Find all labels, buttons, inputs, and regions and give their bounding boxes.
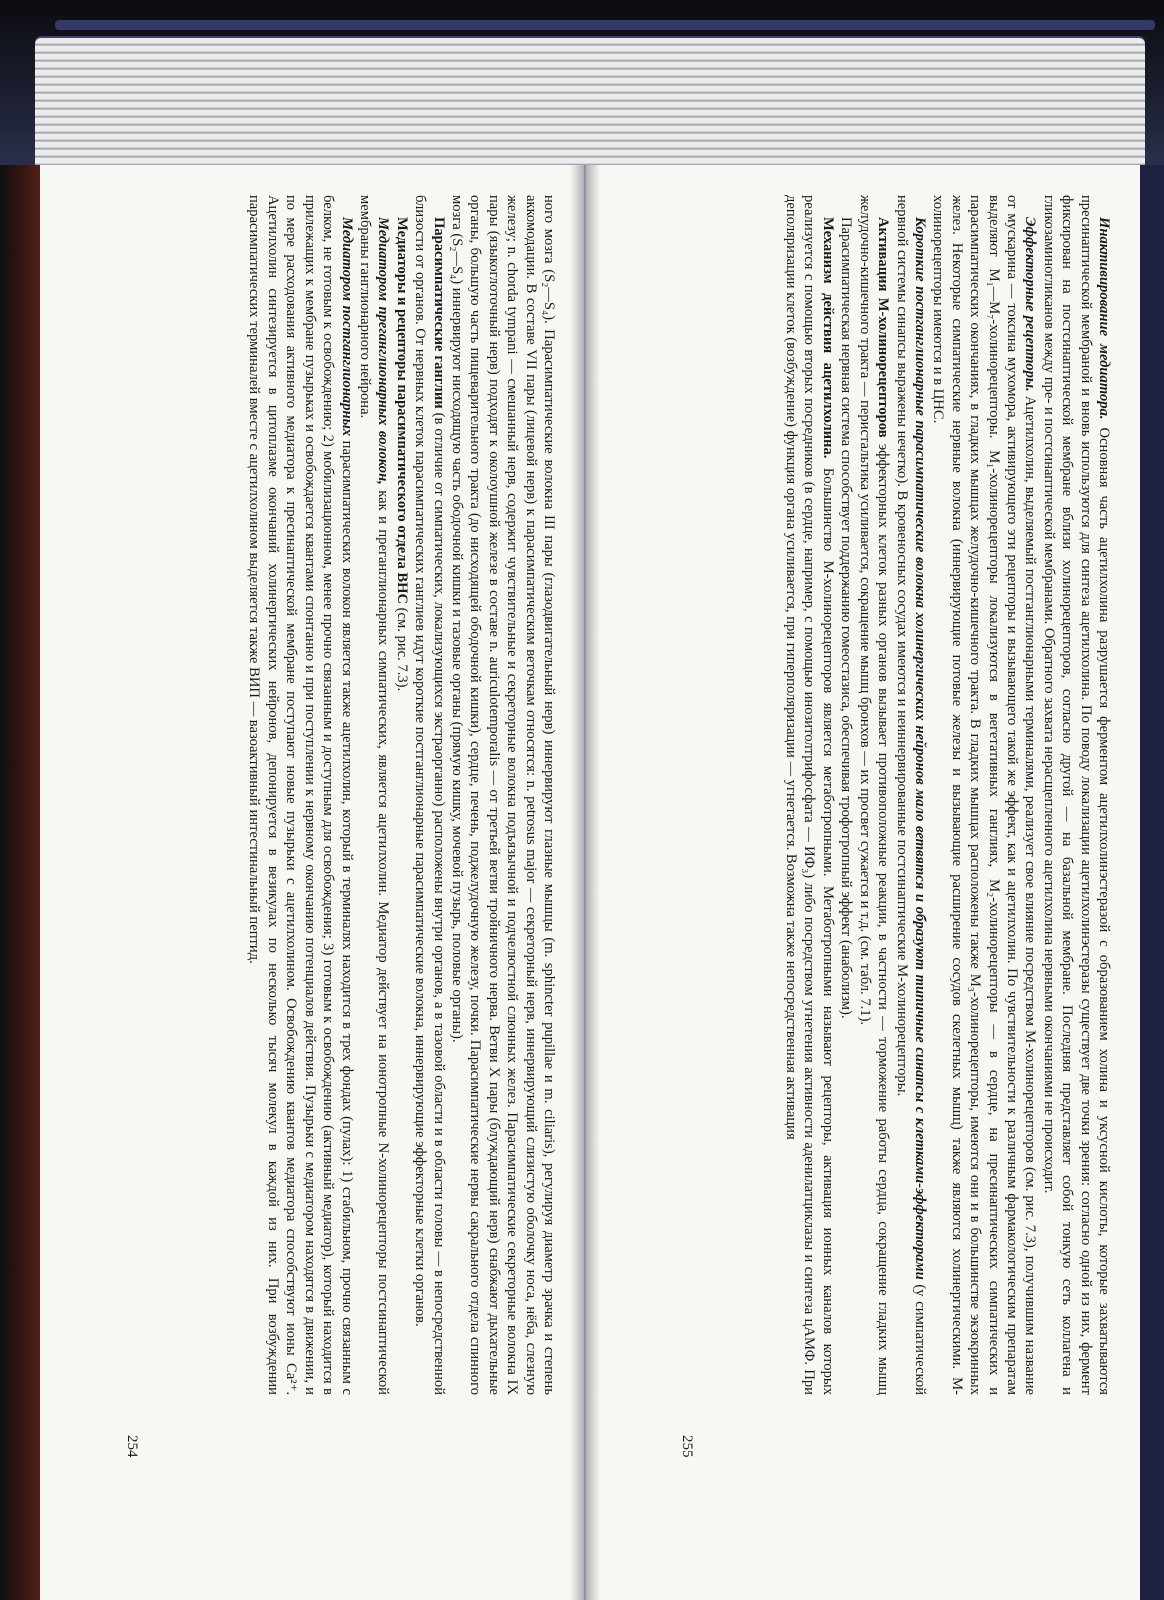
paragraph	[929, 195, 1039, 1395]
paragraph	[782, 195, 837, 1395]
paragraph-text: (у симпатической нервной системы синапсы выражены нечетко). В кровеносных сосудах имеются и неиннервированные постсинаптические M-холинорецепторы.	[893, 195, 928, 1395]
right-page-text-frame	[643, 195, 1113, 1570]
paragraph-text: (в отличие от симпатических, локализующихся экстраорганно) расположены внутри органов, а в тазовой области и в области головы — в непосредственной близости от органов. От нервных клеток парасимпатических ганглиев идут короткие постганглионарные парасимпатические волокна, иннервирующие эффекторные клетки органов.	[412, 195, 447, 1395]
paragraph	[855, 195, 892, 1395]
paragraph	[411, 195, 448, 1395]
paragraph-lead: Механизм действия ацетилхолина.	[819, 217, 836, 459]
paragraph	[448, 195, 558, 1395]
left-page	[40, 165, 585, 1600]
right-page	[585, 165, 1140, 1600]
book-spine	[0, 165, 40, 1600]
left-page-text-frame	[88, 195, 558, 1570]
page-number: 255	[679, 1435, 695, 1458]
paragraph	[245, 195, 355, 1395]
paragraph-text: (см. рис. 7.3).	[393, 604, 410, 692]
paragraph-text: как и преганглионарных симпатических, является ацетилхолин. Медиатор действует на ионотропные N-холинорецепторы постсинаптической мембраны ганглионарного нейрона.	[356, 195, 392, 1395]
paragraph-lead: Активация M-холинорецепторов	[875, 217, 892, 438]
book-cover-right	[1140, 165, 1164, 1600]
paragraph-lead: Короткие постганглионарные парасимпатические волокна холинергических нейронов мало ветвятся и образуют типичные синапсы с клетками-эффекторами	[911, 217, 928, 1280]
paragraph	[1039, 195, 1113, 1395]
book-cover-edge	[55, 20, 1155, 30]
paragraph-text: Парасимпатическая нервная система способствует поддержанию гомеостазиса, обеспечивая трофотропный эффект (анаболизм).	[838, 217, 855, 1019]
page-number: 254	[124, 1435, 140, 1458]
paragraph	[356, 195, 393, 1395]
paragraph-lead: Медиатором преганглионарных волокон,	[375, 217, 392, 485]
page-edges	[35, 38, 1145, 173]
paragraph-lead: Медиаторы и рецепторы парасимпатического отдела ВНС	[393, 217, 410, 605]
paragraph-text: эффекторных клеток разных органов вызывает противоположные реакции, в частности — торможение работы сердца, сокращение гладких мышц желудочно-кишечного тракта — перистальтика усиливается, сокращение мышц бронхов — их просвет сужается и т.д. (см. табл. 7.1).	[856, 195, 892, 1395]
paragraph-lead: Эффекторные рецепторы.	[1022, 217, 1039, 392]
paragraph-lead: Медиатором постганглионарных	[338, 217, 355, 437]
paragraph-text: парасимпатических волокон является также ацетилхолин, который в терминалях находится в трех фондах (пулах): 1) стабильном, прочно связанным с белком, не готовым к освобождению; 2) мобилизационном, менее прочно связанным и доступным для освобождения; 3) готовым к освобождению (активный медиатор), который находится в прилежащих к мембране пузырьках и освобождается квантами спонтанно и при поступлении к нервному окончанию потенциалов действия. Пузырьки с медиатором находятся в движении, и по мере расходования активного медиатора к пресинаптической мембране поступают новые пузырьки с ацетилхолином. Освобождению квантов медиатора способствуют ионы Ca²⁺. Ацетилхолин синтезируется в цитоплазме окончаний холинергических нейронов, депонируется в везикулах по несколько тысяч молекул в каждой из них. При возбуждении парасимпатических терминалей вместе с ацетилхолином выделяется также ВИП — вазоактивный интестинальный пептид.	[246, 195, 355, 1395]
paragraph-text: Большинство M-холинорецепторов является метаботропными. Метаботропными называют рецепторы, активация ионных каналов которых реализуется с помощью вторых посредников (в сердце, например, с помощью инозитолтрифосфата — ИФ₃) либо посредством угнетения активности аденилатциклазы и синтеза цАМФ. При деполяризации клеток (возбуждение) функция органа усиливается, при гиперполяризации — угнетается. Возможна также непосредственная активация	[783, 195, 836, 1395]
paragraph	[892, 195, 929, 1395]
paragraph-lead: Инактивирование медиатора.	[1096, 217, 1112, 420]
paragraph-lead: Парасимпатические ганглии	[430, 217, 447, 409]
paragraph	[837, 195, 855, 1395]
paragraph-text: ного мозга (S₂—S₄). Парасимпатические волокна III пары (глазодвигательный нерв) иннервируют глазные мышцы (m. sphincter pupillae и m. ciliaris), регулируя диаметр зрачка и степень аккомодации. В составе VII пары (лицевой нерв) к парасимпатическим веточкам относятся: n. petrosus major — секреторный нерв, иннервирующий слизистую оболочку носа, нёба, слезную железу; n. chorda tympani — смешанный нерв, содержит чувствительные и секреторные волокна подъязычной и подчелюстной слюнных желез. Парасимпатические секреторные волокна IX пары (языкоглоточный нерв) подходят к околоушной железе в составе n. auriculotemporalis — от третьей ветви тройничного нерва. Ветви X пары (блуждающий нерв) снабжают дыхательные органы, большую часть пищеварительного тракта (до нисходящей ободочной кишки), сердце, печень, поджелудочную железу, почки. Парасимпатические нервы сакрального отдела спинного мозга (S₂—S₄) иннервируют нисходящую часть ободочной кишки и тазовые органы (прямую кишку, мочевой пузырь, половые органы).	[448, 195, 557, 1395]
right-page-text	[643, 195, 1113, 1395]
left-page-text	[88, 195, 558, 1395]
paragraph	[392, 195, 410, 1395]
paragraph-text: Основная часть ацетилхолина разрушается ферментом ацетилхолинэстеразой с образованием холина и уксусной кислоты, которые захватываются пресинаптической мембраной и вновь используются для синтеза ацетилхолина. По поводу локализации ацетилхолинэстеразы существует две точки зрения: согласно одной из них, фермент фиксирован на постсинаптической мембране вблизи холинорецепторов, согласно другой — на базальной мембране. Последняя представляет собой тонкую сеть коллагена и гликозаминогликанов между пре- и постсинаптической мембранами. Обратного захвата нерасщепленного ацетилхолина нервными окончаниями не происходит.	[1040, 195, 1112, 1395]
paragraph-text: Ацетилхолин, выделяемый постганглионарными терминалями, реализует свое влияние посредством M-холинорецепторов (см. рис. 7.3), получившим название от мускарина — токсина мухомора, активирующего эти рецепторы и вызывающего такой же эффект, как и ацетилхолин. По чувствительности к различным фармакологическим препаратам выделяют M₁—M₇-холинорецепторы. M₁-холинорецепторы локализуются в вегетативных ганглиях, M₂-холинорецепторы — в сердце, на пресинаптических симпатических и парасимпатических окончаниях, в гладких мышцах желудочно-кишечного тракта. В гладких мышцах расположены также M₃-холинорецепторы, имеются они и в большинстве экзокринных желез. Некоторые симпатические нервные волокна (иннервирующие потовые железы и вызывающие расширение сосудов скелетных мышц) также являются холинергическими. M-холинорецепторы имеются и в ЦНС.	[930, 195, 1039, 1395]
